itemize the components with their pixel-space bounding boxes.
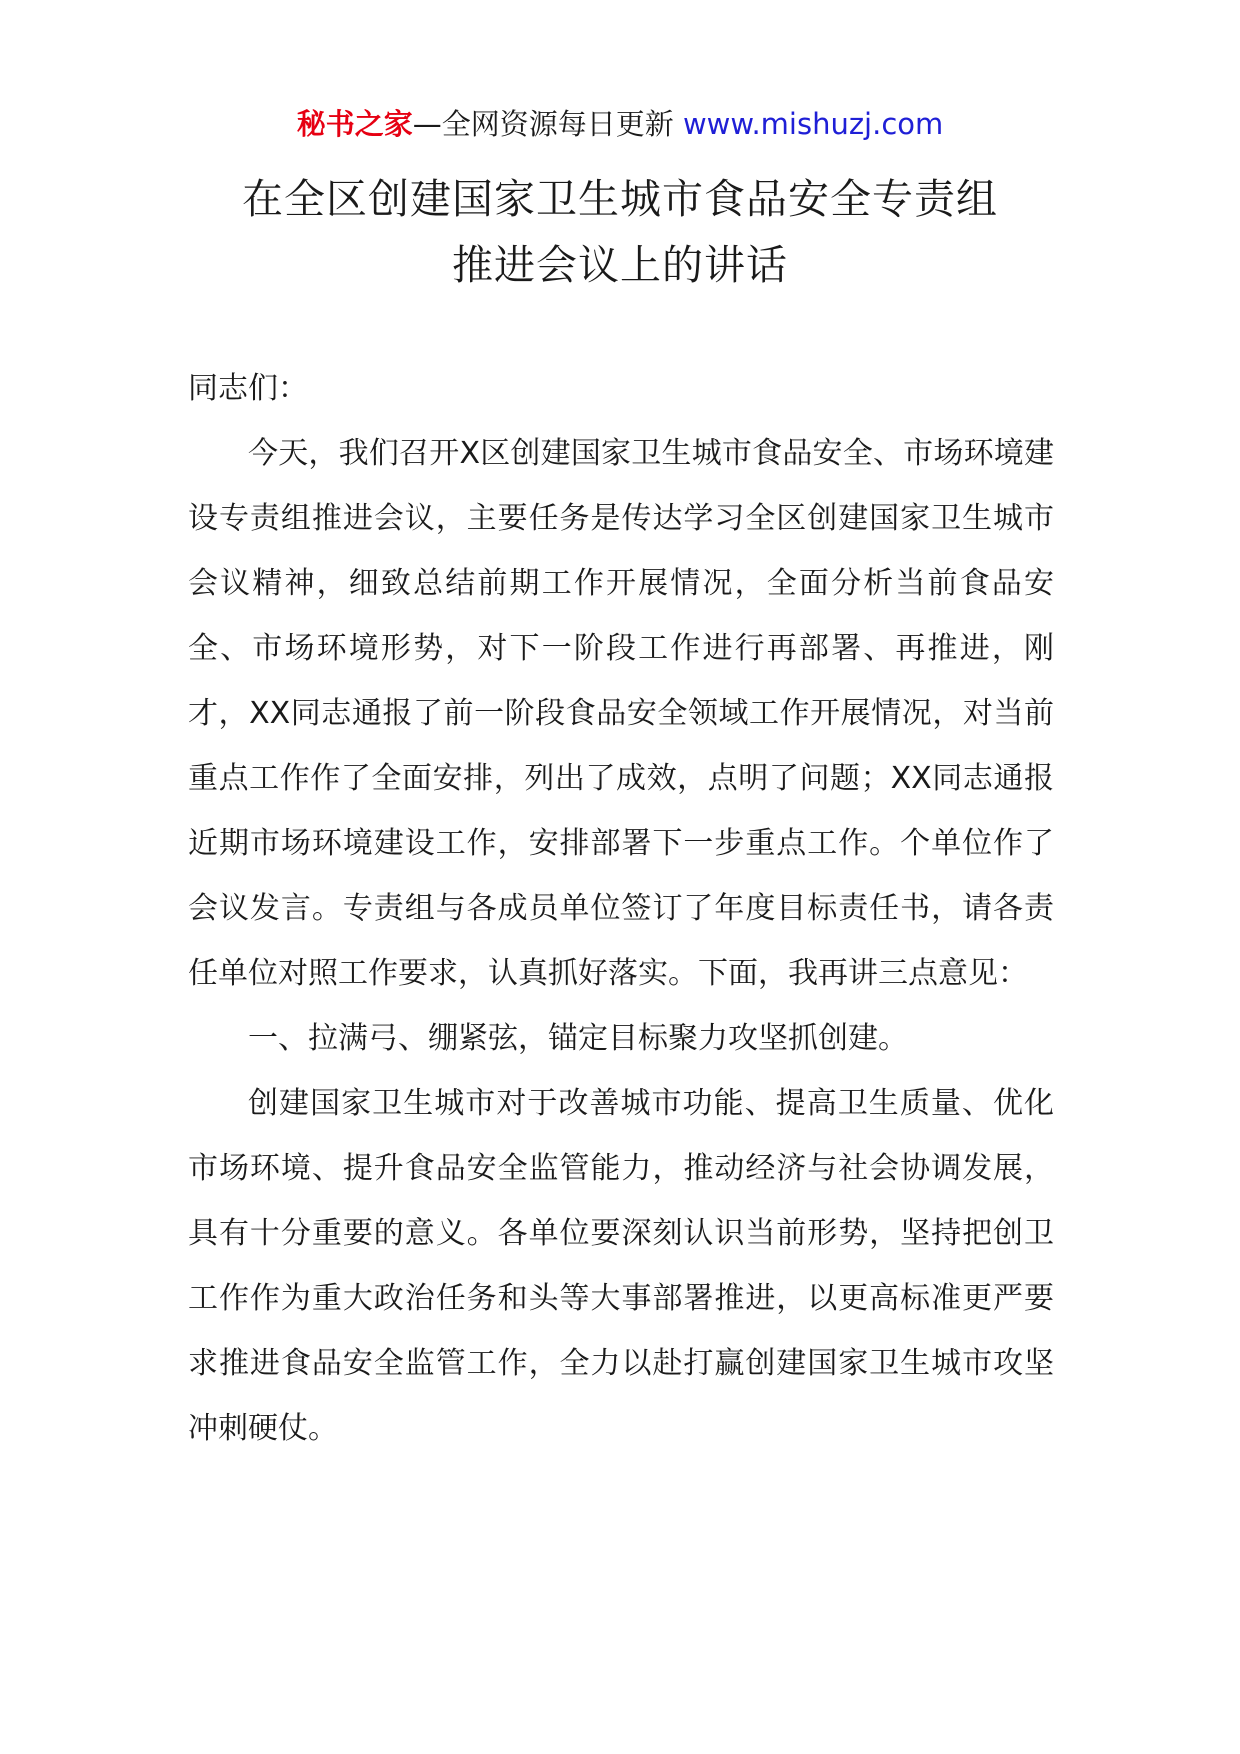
title-line-2: 推进会议上的讲话 <box>452 241 788 289</box>
document-title <box>0 166 1240 298</box>
section-heading-1: 一、拉满弓、绷紧弦，锚定目标聚力攻坚抓创建。 <box>248 1021 908 1056</box>
title-line-1: 在全区创建国家卫生城市食品安全专责组 <box>242 175 998 223</box>
document-body <box>188 356 1054 1461</box>
banner-site-link[interactable]: www.mishuzj.com <box>682 107 944 141</box>
site-banner <box>0 104 1240 144</box>
paragraph-1: 今天，我们召开X区创建国家卫生城市食品安全、市场环境建设专责组推进会议，主要任务是传达学习全区创建国家卫生城市会议精神，细致总结前期工作开展情况，全面分析当前食品安全、市场环境形势，对下一阶段工作进行再部署、再推进，刚才，XX同志通报了前一阶段食品安全领域工作开展情况，对当前重点工作作了全面安排，列出了成效，点明了问题；XX同志通报近期市场环境建设工作，安排部署下一步重点工作。个单位作了会议发言。专责组与各成员单位签订了年度目标责任书，请各责任单位对照工作要求，认真抓好落实。下面，我再讲三点意见： <box>188 436 1054 991</box>
paragraph-2: 创建国家卫生城市对于改善城市功能、提高卫生质量、优化市场环境、提升食品安全监管能力，推动经济与社会协调发展，具有十分重要的意义。各单位要深刻认识当前形势，坚持把创卫工作作为重大政治任务和头等大事部署推进，以更高标准更严要求推进食品安全监管工作，全力以赴打赢创建国家卫生城市攻坚冲刺硬仗。 <box>188 1086 1054 1446</box>
salutation: 同志们： <box>188 371 308 406</box>
banner-brand: 秘书之家 <box>296 107 413 141</box>
banner-tagline: —全网资源每日更新 <box>412 107 674 141</box>
